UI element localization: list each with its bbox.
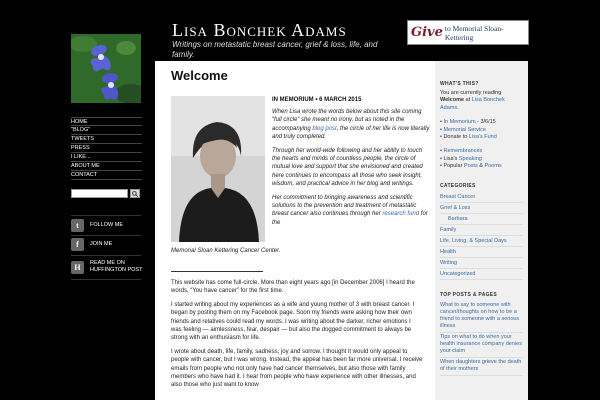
in-memorium-link[interactable]: In Memorium bbox=[443, 119, 476, 126]
list-bullet: • bbox=[440, 119, 444, 126]
list-item bbox=[440, 134, 523, 141]
top-post-link[interactable]: Tips on what to do when your health insurance company denies your claim bbox=[440, 333, 523, 358]
nav-item-home[interactable]: HOME bbox=[71, 117, 142, 126]
category-grief-loss[interactable]: Grief & Loss bbox=[440, 203, 523, 214]
whats-this-at: at bbox=[465, 97, 471, 104]
list-separator: & bbox=[477, 163, 485, 170]
huffington-label: READ ME ON HUFFINGTON POST bbox=[90, 260, 143, 273]
page-title: Welcome bbox=[171, 68, 228, 83]
search-icon bbox=[132, 191, 138, 197]
give-banner[interactable] bbox=[407, 20, 529, 45]
list-item bbox=[440, 127, 523, 134]
blog-post-link[interactable]: blog post bbox=[312, 125, 337, 132]
memoriam-tail: Memorial Sloan Kettering Cancer Center. bbox=[171, 248, 281, 254]
remembrances-link[interactable]: Remembrances bbox=[443, 148, 483, 155]
huffington-icon: H bbox=[71, 261, 84, 274]
search-form bbox=[71, 189, 141, 198]
body-paragraph: This website has come full-circle. More than eight years ago [in December 2006] I heard the words, “You have cancer” for the first time. bbox=[171, 280, 415, 295]
memoriam-text: , the circle of her life is now literally and truly completed. bbox=[272, 125, 430, 141]
list-item bbox=[440, 156, 523, 163]
list-suffix: - 3/6/15 bbox=[475, 119, 496, 126]
categories-list bbox=[440, 192, 523, 280]
memoriam-text: Her commitment to bringing awareness and scientific solutions to the prevention and treatment of metastatic breast cancer also continues through her bbox=[272, 194, 417, 218]
memoriam-block bbox=[272, 97, 432, 232]
social-divider bbox=[71, 279, 141, 280]
search-button[interactable] bbox=[130, 189, 140, 198]
nav-item-about-me[interactable]: ABOUT ME bbox=[71, 162, 142, 171]
memoriam-text: When Lisa wrote the words below about this site coming “full circle” she meant no irony, but as noted in the accompanying bbox=[272, 109, 422, 132]
right-sidebar bbox=[435, 61, 528, 400]
list-bullet: • Donate to bbox=[440, 134, 469, 141]
flower-photo bbox=[71, 34, 141, 103]
category-health[interactable]: Health bbox=[440, 247, 523, 258]
nav-item-i-like[interactable]: I LIKE... bbox=[71, 153, 142, 162]
memoriam-text: for the bbox=[272, 211, 428, 226]
social-divider bbox=[71, 235, 141, 236]
nav-item-press[interactable]: PRESS bbox=[71, 144, 142, 153]
memoriam-heading: IN MEMORIUM • 6 MARCH 2015 bbox=[272, 97, 362, 103]
memorial-links bbox=[440, 119, 523, 141]
list-item bbox=[440, 163, 523, 170]
whats-this-text: You are currently reading Welcome at Lisa Bonchek Adams. bbox=[440, 90, 505, 111]
list-bullet: • Popular bbox=[440, 163, 464, 170]
main-content bbox=[155, 61, 435, 400]
list-bullet: • Lisa's bbox=[440, 155, 459, 162]
facebook-icon: f bbox=[71, 238, 84, 251]
top-posts-heading: TOP POSTS & PAGES bbox=[440, 291, 498, 298]
twitter-icon: t bbox=[71, 219, 84, 232]
top-post-link[interactable]: What to say to someone with cancer/thoughts on how to be a friend to someone with a serious illness bbox=[440, 301, 523, 333]
whats-this-heading: WHAT'S THIS? bbox=[440, 81, 479, 87]
top-posts-list bbox=[440, 301, 523, 376]
top-post-link[interactable]: When daughters grieve the death of their mothers bbox=[440, 358, 523, 376]
twitter-follow[interactable] bbox=[71, 219, 146, 232]
body-paragraph: I wrote about death, life, family, sadness, joy and sorrow. I thought it would only appeal to people with cancer, but I was wrong. Instead, the appeal has been far more universal. I receive emails from people who not only have had cancer themselves, but also those with family members who have had it. I hear from people who have experience with other illnesses, and also those who just want to know bbox=[171, 348, 423, 389]
huffington-read[interactable] bbox=[71, 260, 146, 274]
site-title[interactable]: Lisa Bonchek Adams bbox=[172, 20, 347, 40]
memoriam-paragraph bbox=[272, 108, 432, 142]
category-uncategorized[interactable]: Uncategorized bbox=[440, 269, 523, 280]
facebook-join[interactable] bbox=[71, 238, 146, 251]
nav-item-contact[interactable]: CONTACT bbox=[71, 171, 142, 180]
lisas-fund-link[interactable]: Lisa's Fund bbox=[468, 134, 497, 141]
site-description: Writings on metastatic breast cancer, grief & loss, life, and family. bbox=[172, 40, 378, 59]
memoriam-paragraph: Through her world-wide following and her ability to touch the hearts and minds of countless people, the circle of mutual love and support that she envisioned and created here continues to encompass all those who seek insight, wisdom, and practical advice in her blog and writings. bbox=[272, 147, 423, 188]
categories-heading: CATEGORIES bbox=[440, 182, 476, 189]
whats-this-intro: You are currently reading bbox=[440, 90, 502, 96]
popular-links bbox=[440, 148, 523, 170]
list-item bbox=[440, 148, 523, 155]
category-life-living[interactable]: Life, Living, & Special Days bbox=[440, 236, 523, 247]
current-page-name: Welcome bbox=[440, 97, 465, 104]
banner-script-text: Give bbox=[411, 25, 443, 40]
poems-link[interactable]: Poems bbox=[484, 163, 502, 170]
memorial-service-link[interactable]: Memorial Service bbox=[443, 126, 486, 133]
category-barbara[interactable]: Barbara bbox=[440, 214, 523, 225]
list-bullet: • bbox=[440, 126, 444, 133]
social-divider bbox=[71, 255, 141, 256]
category-family[interactable]: Family bbox=[440, 225, 523, 236]
nav-item-tweets[interactable]: TWEETS bbox=[71, 135, 142, 144]
category-writing[interactable]: Writing bbox=[440, 258, 523, 269]
list-item bbox=[440, 119, 523, 126]
portrait-photo bbox=[171, 96, 265, 242]
main-nav bbox=[71, 117, 142, 180]
banner-text: to Memorial Sloan-Kettering bbox=[444, 23, 504, 42]
list-bullet: • bbox=[440, 148, 444, 155]
memoriam-paragraph bbox=[272, 194, 432, 228]
site-home-link[interactable]: Lisa Bonchek Adams bbox=[440, 97, 505, 111]
nav-item-blog[interactable]: "BLOG" bbox=[71, 126, 142, 135]
facebook-label: JOIN ME bbox=[90, 241, 113, 247]
research-fund-link[interactable]: research fund bbox=[382, 211, 420, 218]
content-divider bbox=[171, 271, 263, 272]
body-paragraph: I started writing about my experiences as a wife and young mother of 3 with breast cancer. I began by posting them on my Facebook page. Soon my friends were asking how their own friends and relatives could read my words. I was writing about the darker, richer emotions I was feeling — aimlessness, fear, despair — but also the dogged commitment to always be strong with an enthusiasm for life. bbox=[171, 301, 415, 342]
speaking-link[interactable]: Speaking bbox=[458, 155, 482, 162]
category-breast-cancer[interactable]: Breast Cancer bbox=[440, 192, 523, 203]
search-input[interactable] bbox=[71, 189, 128, 198]
body-text bbox=[171, 279, 423, 395]
twitter-label: FOLLOW ME bbox=[90, 222, 124, 228]
posts-link[interactable]: Posts bbox=[463, 163, 478, 170]
social-divider bbox=[71, 215, 141, 216]
